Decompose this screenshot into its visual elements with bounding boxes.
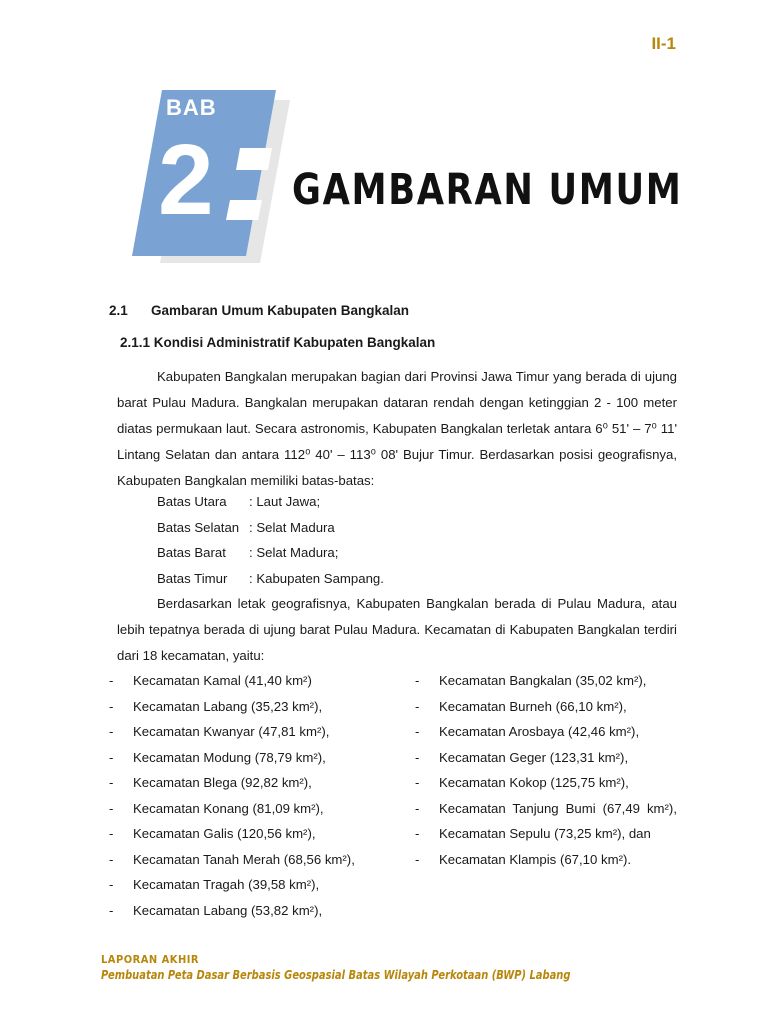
border-value: : Laut Jawa; <box>249 494 321 509</box>
border-row <box>157 566 384 592</box>
border-value: : Selat Madura <box>249 519 335 535</box>
list-bullet: - <box>109 775 114 790</box>
list-bullet: - <box>415 826 420 841</box>
list-bullet: - <box>109 673 114 688</box>
page-number: II-1 <box>651 34 676 53</box>
list-item <box>415 770 677 796</box>
list-item <box>415 821 677 847</box>
list-item <box>109 796 389 822</box>
district-name: Kecamatan Kwanyar (47,81 km²), <box>133 724 330 739</box>
subsection-heading: 2.1.1 Kondisi Administratif Kabupaten Bangkalan <box>120 335 436 350</box>
section-title: Gambaran Umum Kabupaten Bangkalan <box>151 303 410 318</box>
district-name: Kecamatan Galis (120,56 km²), <box>133 826 316 841</box>
chapter-number: 2 <box>158 124 214 236</box>
borders-list <box>157 489 384 591</box>
list-item <box>415 668 677 694</box>
border-row <box>157 489 384 515</box>
list-item <box>415 694 677 720</box>
district-name: Kecamatan Tragah (39,58 km²), <box>133 877 320 892</box>
district-name: Kecamatan Arosbaya (42,46 km²), <box>439 724 640 739</box>
list-bullet: - <box>415 698 420 714</box>
district-name: Kecamatan Blega (92,82 km²), <box>133 775 312 790</box>
list-item <box>109 872 389 898</box>
section-heading <box>109 303 409 318</box>
district-name: Kecamatan Sepulu (73,25 km²), dan <box>439 826 651 841</box>
district-name: Kecamatan Burneh (66,10 km²), <box>439 698 627 714</box>
list-bullet: - <box>109 749 114 765</box>
list-bullet: - <box>109 698 114 714</box>
border-row <box>157 540 384 566</box>
section-number: 2.1 <box>109 303 128 318</box>
list-bullet: - <box>415 800 420 816</box>
border-value: : Kabupaten Sampang. <box>249 570 384 586</box>
district-name: Kecamatan Labang (35,23 km²), <box>133 698 323 714</box>
chapter-title: GAMBARAN UMUM <box>292 165 683 215</box>
district-name: Kecamatan Bangkalan (35,02 km²), <box>439 673 647 688</box>
list-item <box>109 847 389 873</box>
border-row <box>157 515 384 541</box>
list-item <box>415 847 677 873</box>
district-name: Kecamatan Geger (123,31 km²), <box>439 749 629 765</box>
border-label: Batas Utara <box>157 494 227 509</box>
list-bullet: - <box>415 673 420 688</box>
district-name: Kecamatan Kamal (41,40 km²) <box>133 673 312 688</box>
list-bullet: - <box>109 724 114 739</box>
district-name: Kecamatan Tanjung Bumi (67,49 km²), <box>439 800 677 816</box>
footer-report-label: LAPORAN AKHIR <box>101 953 200 966</box>
border-label: Batas Selatan <box>157 519 240 535</box>
list-item <box>109 694 389 720</box>
district-list-left <box>109 668 389 923</box>
list-bullet: - <box>109 800 114 816</box>
district-name: Kecamatan Konang (81,09 km²), <box>133 800 324 816</box>
list-bullet: - <box>415 724 420 739</box>
district-name: Kecamatan Klampis (67,10 km²). <box>439 851 632 867</box>
list-bullet: - <box>109 877 114 892</box>
district-name: Kecamatan Modung (78,79 km²), <box>133 749 326 765</box>
list-bullet: - <box>109 851 114 867</box>
list-bullet: - <box>109 902 114 918</box>
list-bullet: - <box>415 749 420 765</box>
list-bullet: - <box>109 826 114 841</box>
district-list-right <box>415 668 677 872</box>
paragraph-location: Kabupaten Bangkalan merupakan bagian dari Provinsi Jawa Timur yang berada di ujung barat Pulau Madura. Bangkalan merupakan dataran rendah dengan ketinggian 2 - 100 meter diatas permukaan laut. Secara astronomis, Kabupaten Bangkalan terletak antara 6⁰ 51' – 7⁰ 11' Lintang Selatan dan antara 112⁰ 40' – 113⁰ 08' Bujur Timur. Berdasarkan posisi geografisnya, Kabupaten Bangkalan memiliki batas-batas: <box>117 369 677 488</box>
list-bullet: - <box>415 775 420 790</box>
border-value: : Selat Madura; <box>249 545 339 560</box>
paragraph-districts: Berdasarkan letak geografisnya, Kabupaten Bangkalan berada di Pulau Madura, atau lebih tepatnya berada di ujung barat Pulau Madura. Kecamatan di Kabupaten Bangkalan terdiri dari 18 kecamatan, yaitu: <box>117 596 677 663</box>
district-name: Kecamatan Tanah Merah (68,56 km²), <box>133 851 355 867</box>
border-label: Batas Timur <box>157 570 228 586</box>
list-item <box>109 770 389 796</box>
list-item <box>109 898 389 924</box>
chapter-badge-stripe <box>236 148 272 170</box>
list-bullet: - <box>415 851 420 867</box>
list-item <box>415 745 677 771</box>
list-item <box>109 668 389 694</box>
list-item <box>109 745 389 771</box>
list-item <box>415 719 677 745</box>
chapter-badge-stripe <box>226 200 262 220</box>
list-item <box>109 719 389 745</box>
list-item <box>415 796 677 822</box>
page-footer <box>101 953 611 982</box>
district-name: Kecamatan Kokop (125,75 km²), <box>439 775 629 790</box>
border-label: Batas Barat <box>157 545 226 560</box>
district-name: Kecamatan Labang (53,82 km²), <box>133 902 323 918</box>
list-item <box>109 821 389 847</box>
chapter-label: BAB <box>166 95 217 120</box>
footer-project-title: Pembuatan Peta Dasar Berbasis Geospasial Batas Wilayah Perkotaan (BWP) Labang <box>101 968 571 982</box>
